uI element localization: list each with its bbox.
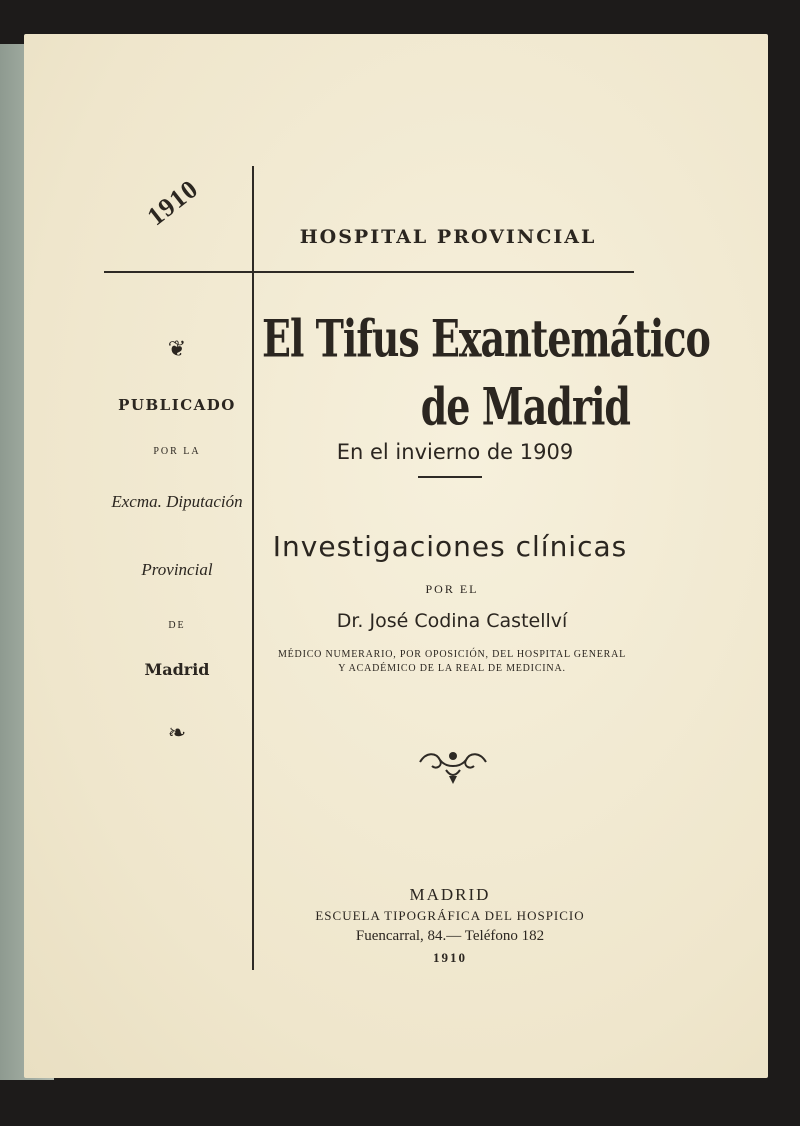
fleuron-icon: ❧ [167,720,187,745]
short-divider [418,476,482,478]
por-la-label: POR LA [153,446,201,457]
vertical-rule [252,166,254,970]
subtitle: En el invierno de 1909 [336,440,574,464]
de-label: DE [168,620,186,631]
investigaciones-heading: Investigaciones clínicas [272,530,628,563]
provincial-label: Provincial [141,560,213,579]
scroll-ornament-icon [416,746,490,788]
imprint-year: 1910 [433,950,467,965]
madrid-label: Madrid [144,660,210,679]
exma-diputacion: Excma. Diputación [111,492,243,511]
por-el-label: POR EL [425,582,479,596]
title-line-1: El Tifus Exantemático [262,308,710,369]
corner-year: 1910 [141,173,204,232]
hospital-header: HOSPITAL PROVINCIAL [299,226,597,248]
author-name: Dr. José Codina Castellví [336,610,568,632]
fleuron-icon: ❦ [167,336,187,361]
publicado-label: PUBLICADO [118,396,236,414]
imprint [300,884,600,968]
imprint-city: MADRID [409,885,491,904]
title-line-2: de Madrid [420,376,630,437]
imprint-printer: ESCUELA TIPOGRÁFICA DEL HOSPICIO [315,908,585,923]
credentials-line-1: MÉDICO NUMERARIO, POR OPOSICIÓN, DEL HOSPITAL GENERAL [277,649,627,660]
credentials-line-2: Y ACADÉMICO DE LA REAL DE MEDICINA. [338,663,566,674]
imprint-address: Fuencarral, 84.— Teléfono 182 [355,928,545,944]
horizontal-rule [104,271,634,273]
author-credentials [272,648,632,676]
